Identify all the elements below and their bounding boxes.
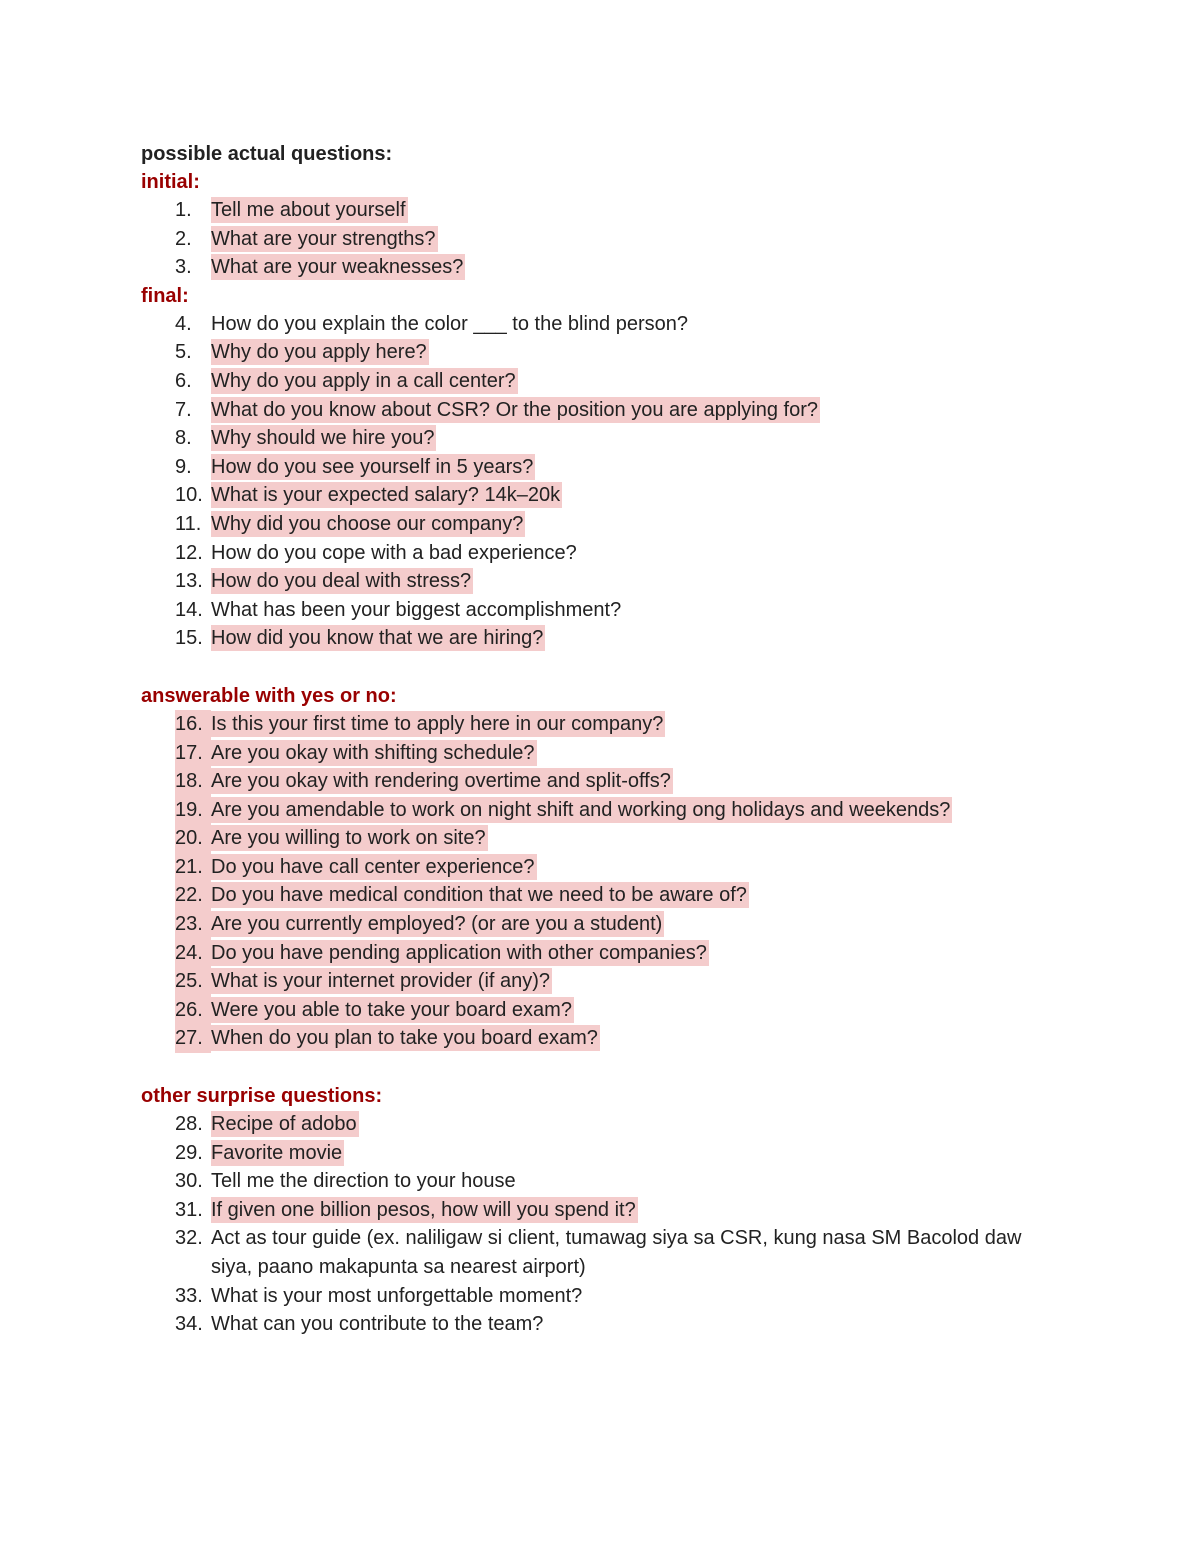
question-number: 23. [175,910,211,939]
question-number: 7. [175,398,192,421]
question-list [141,310,1061,653]
list-item [141,225,1061,254]
list-item [141,539,1061,568]
question-number: 15. [175,627,203,650]
question-number: 24. [175,939,211,968]
list-item [141,338,1061,367]
document-title: possible actual questions: [141,143,393,165]
question-number: 14. [175,598,203,621]
question-text: Are you amendable to work on night shift and working ong holidays and weekends? [211,798,951,821]
question-text: Why did you choose our company? [211,512,524,535]
question-list [141,710,1061,1053]
question-text: What are your strengths? [211,227,436,250]
question-number: 5. [175,341,192,364]
list-item [141,196,1061,225]
section-spacer [141,1053,1061,1082]
list-item [141,1167,1061,1196]
question-number: 34. [175,1313,203,1336]
question-number: 29. [175,1141,203,1164]
question-number: 2. [175,227,192,250]
question-number: 21. [175,853,211,882]
list-item [141,1024,1061,1053]
question-text: Tell me the direction to your house [211,1170,516,1193]
question-text: Do you have call center experience? [211,855,535,878]
list-item [141,481,1061,510]
question-text: Favorite movie [211,1141,343,1164]
list-item [141,1110,1061,1139]
question-text: When do you plan to take you board exam? [211,1027,598,1050]
list-item [141,1224,1051,1281]
question-number: 9. [175,455,192,478]
question-number: 8. [175,427,192,450]
list-item [141,1310,1061,1339]
question-number: 32. [175,1227,203,1250]
question-number: 13. [175,570,203,593]
question-number: 30. [175,1170,203,1193]
list-item [141,1282,1061,1311]
section-heading: other surprise questions: [141,1085,383,1108]
list-item [141,510,1061,539]
question-text: What is your expected salary? 14k–20k [211,484,561,507]
list-item [141,310,1061,339]
list-item [141,710,1061,739]
document-content [141,140,1061,1339]
question-number: 16. [175,710,211,739]
list-item [141,910,1061,939]
question-number: 12. [175,541,203,564]
list-item [141,596,1061,625]
list-item [141,767,1061,796]
question-number: 20. [175,824,211,853]
list-item [141,996,1061,1025]
question-text: How do you explain the color ___ to the blind person? [211,312,688,335]
question-number: 4. [175,312,192,335]
list-item [141,453,1061,482]
list-item [141,1196,1061,1225]
list-item [141,424,1061,453]
list-item [141,881,1061,910]
section-heading: initial: [141,171,200,193]
list-item [141,253,1061,282]
question-text: Are you okay with shifting schedule? [211,741,535,764]
question-text: What are your weaknesses? [211,256,464,279]
question-text: Act as tour guide (ex. naliligaw si client, tumawag siya sa CSR, kung nasa SM Bacolod daw siya, paano makapunta sa nearest airport) [211,1227,1022,1278]
section-heading: answerable with yes or no: [141,684,397,707]
question-text: How do you deal with stress? [211,570,472,593]
question-text: How do you see yourself in 5 years? [211,455,534,478]
list-item [141,567,1061,596]
question-list [141,1110,1061,1339]
question-text: Why do you apply here? [211,341,427,364]
question-list [141,196,1061,282]
question-text: Do you have pending application with other companies? [211,941,707,964]
section-heading: final: [141,284,189,307]
list-item [141,739,1061,768]
list-item [141,939,1061,968]
question-number: 19. [175,796,211,825]
list-item [141,1139,1061,1168]
list-item [141,367,1061,396]
question-number: 18. [175,767,211,796]
question-number: 26. [175,996,211,1025]
question-text: What can you contribute to the team? [211,1313,544,1336]
question-sections [141,168,1061,1339]
question-number: 10. [175,484,203,507]
section-spacer [141,653,1061,682]
question-text: Are you currently employed? (or are you a student) [211,913,663,936]
question-text: Recipe of adobo [211,1113,357,1136]
question-number: 33. [175,1284,203,1307]
list-item [141,967,1061,996]
question-text: What has been your biggest accomplishment? [211,598,622,621]
question-text: Why do you apply in a call center? [211,369,516,392]
question-text: Were you able to take your board exam? [211,998,572,1021]
question-text: If given one billion pesos, how will you spend it? [211,1198,636,1221]
question-number: 3. [175,256,192,279]
question-text: Are you willing to work on site? [211,827,486,850]
list-item [141,624,1061,653]
list-item [141,824,1061,853]
question-text: Is this your first time to apply here in our company? [211,712,664,735]
question-number: 27. [175,1024,211,1053]
list-item [141,796,1061,825]
question-text: What is your internet provider (if any)? [211,970,551,993]
question-number: 6. [175,369,192,392]
question-text: How do you cope with a bad experience? [211,541,577,564]
question-number: 1. [175,199,192,221]
question-number: 11. [175,512,202,535]
list-item [141,853,1061,882]
question-number: 22. [175,881,211,910]
question-text: Are you okay with rendering overtime and split-offs? [211,770,671,793]
list-item [141,396,1061,425]
question-number: 25. [175,967,211,996]
question-text: Tell me about yourself [211,199,406,221]
question-text: How did you know that we are hiring? [211,627,544,650]
question-text: Do you have medical condition that we need to be aware of? [211,884,747,907]
question-text: What is your most unforgettable moment? [211,1284,583,1307]
question-text: Why should we hire you? [211,427,435,450]
question-number: 31. [175,1198,203,1221]
question-number: 17. [175,739,211,768]
question-number: 28. [175,1113,203,1136]
question-text: What do you know about CSR? Or the position you are applying for? [211,398,819,421]
